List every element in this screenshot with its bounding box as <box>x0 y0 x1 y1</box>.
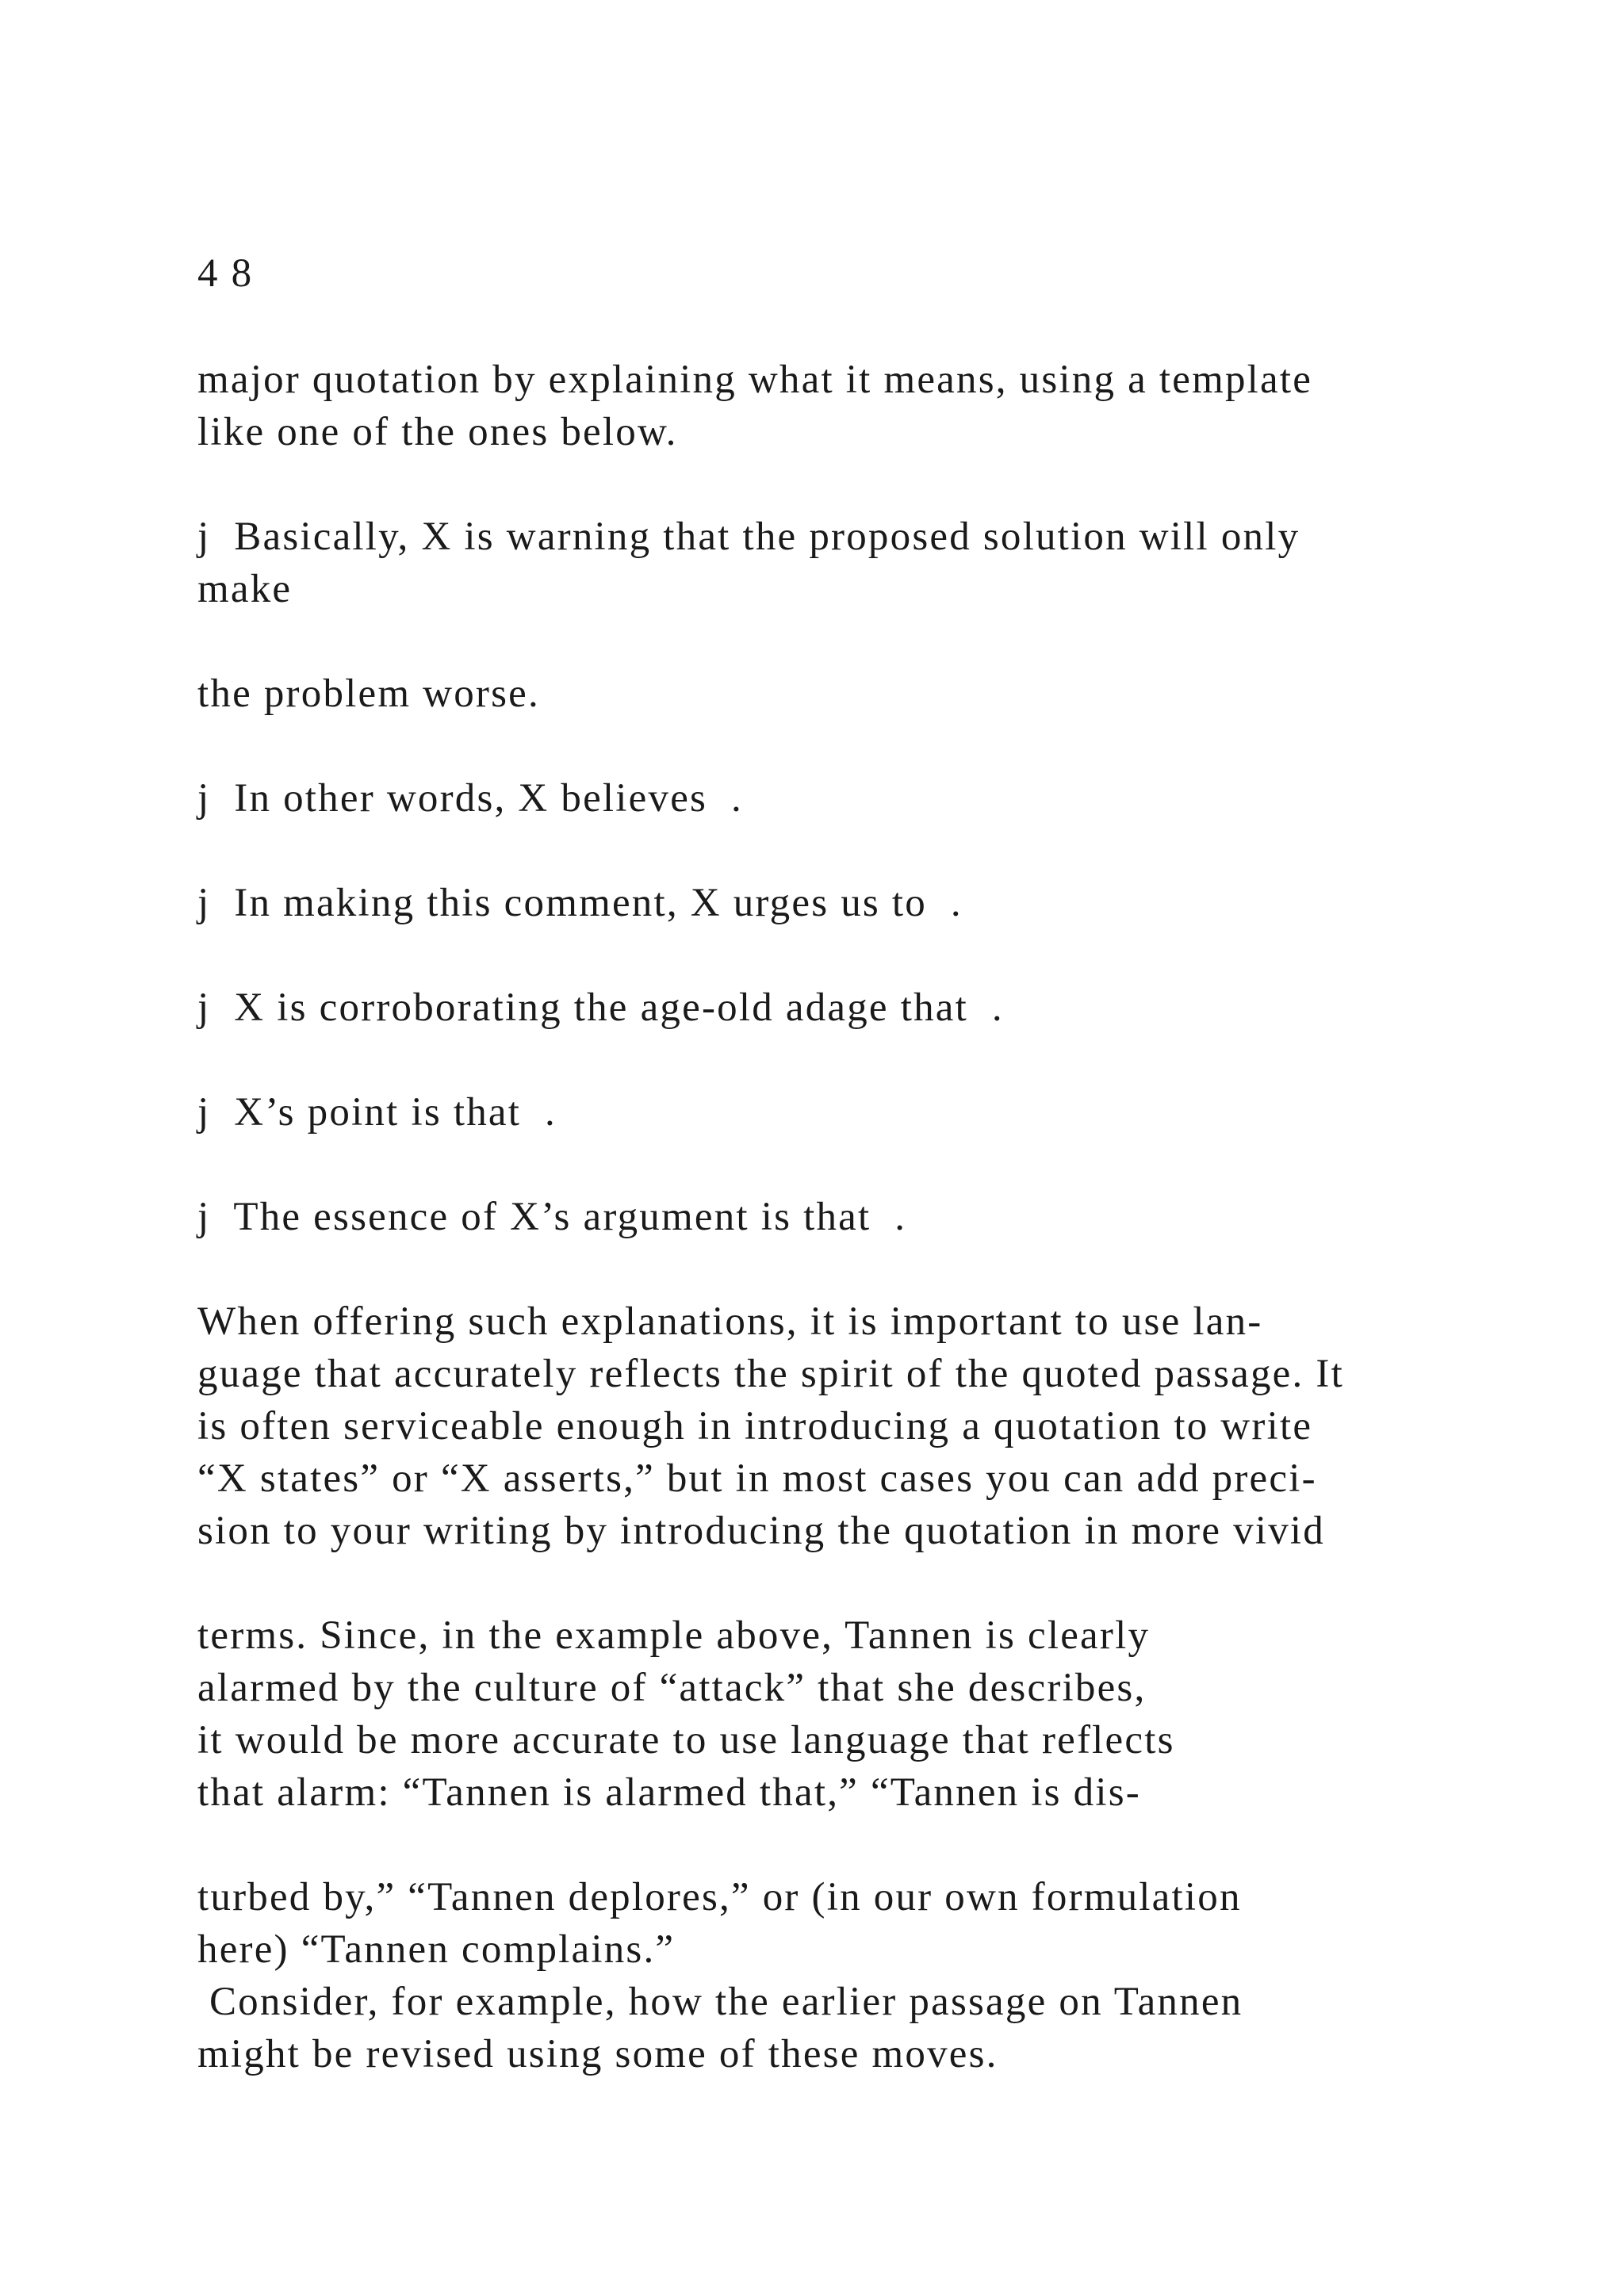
paragraph-line: sion to your writing by introducing the quotation in more vivid <box>197 1509 1325 1553</box>
page-number: 4 8 <box>197 251 254 296</box>
text-line: the problem worse. <box>197 672 540 716</box>
template-item-in-making-this-comment: j In making this comment, X urges us to . <box>197 881 963 925</box>
paragraph-line: here) “Tannen complains.” <box>197 1927 676 1972</box>
paragraph-line: guage that accurately reflects the spirit of the quoted passage. It <box>197 1352 1344 1396</box>
template-item-corroborating: j X is corroborating the age-old adage that . <box>197 985 1004 1030</box>
template-item-essence: j The essence of X’s argument is that . <box>197 1195 907 1239</box>
text-line: major quotation by explaining what it means, using a template <box>197 358 1313 402</box>
template-item-point: j X’s point is that . <box>197 1090 557 1135</box>
text-line: make <box>197 567 293 611</box>
paragraph-line: might be revised using some of these moves. <box>197 2032 998 2076</box>
text-line: like one of the ones below. <box>197 410 678 454</box>
paragraph-line: it would be more accurate to use language that reflects <box>197 1718 1175 1762</box>
paragraph-line: that alarm: “Tannen is alarmed that,” “Tannen is dis- <box>197 1770 1141 1815</box>
paragraph-line: is often serviceable enough in introducing a quotation to write <box>197 1404 1313 1448</box>
template-item-in-other-words: j In other words, X believes . <box>197 776 743 821</box>
paragraph-line: terms. Since, in the example above, Tannen is clearly <box>197 1613 1151 1658</box>
paragraph-line: alarmed by the culture of “attack” that she describes, <box>197 1666 1147 1710</box>
paragraph-line: Consider, for example, how the earlier passage on Tannen <box>197 1980 1243 2024</box>
paragraph-line: turbed by,” “Tannen deplores,” or (in our own formulation <box>197 1875 1242 1919</box>
paragraph-line: “X states” or “X asserts,” but in most cases you can add preci- <box>197 1456 1317 1501</box>
template-item-basically: j Basically, X is warning that the proposed solution will only <box>197 515 1300 559</box>
paragraph-line: When offering such explanations, it is important to use lan- <box>197 1299 1263 1344</box>
